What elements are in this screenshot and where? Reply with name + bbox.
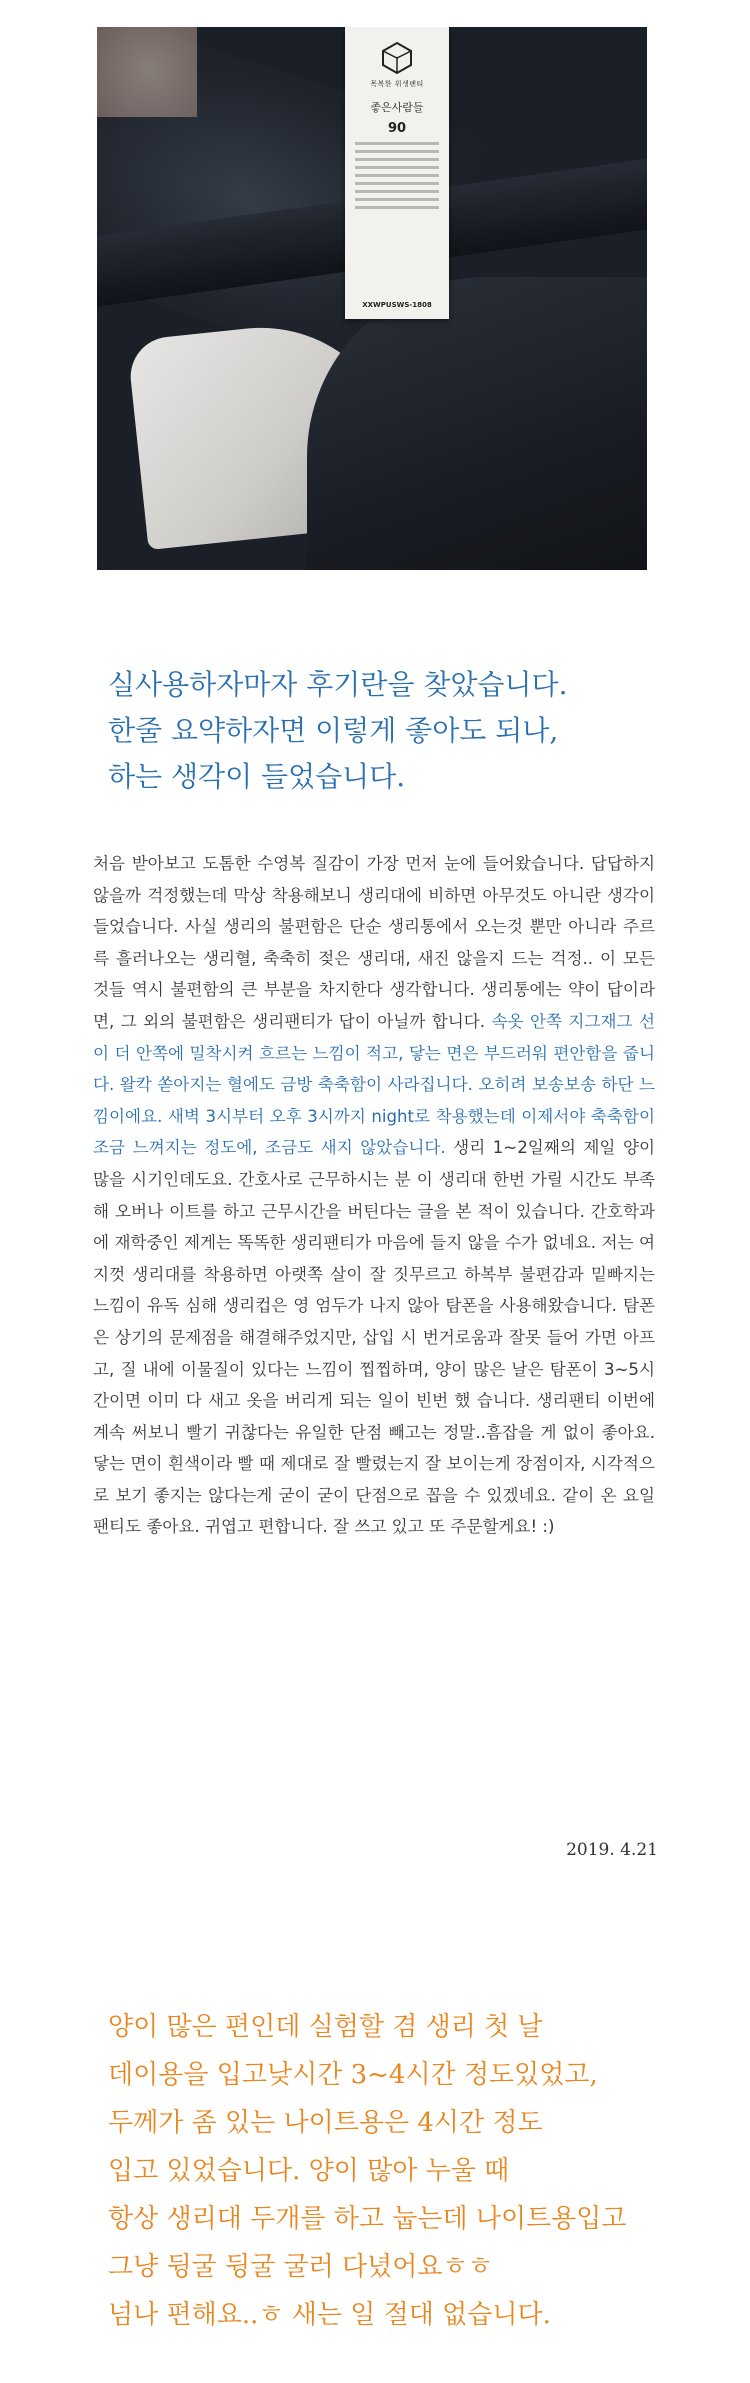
tag-brand: 좋은사람들 bbox=[370, 101, 424, 114]
headline bbox=[108, 662, 708, 800]
headline-line: 실사용하자마자 후기란을 찾았습니다. bbox=[108, 668, 568, 701]
orange-line: 입고 있었습니다. 양이 많아 누울 때 bbox=[108, 2156, 510, 2186]
headline-line: 한줄 요약하자면 이렇게 좋아도 되나, bbox=[108, 714, 559, 747]
review-text: 생리 1~2일째의 제일 양이 많을 시기인데도요. 간호사로 근무하시는 분 이 생리대 한번 가릴 시간도 부족해 오버나 이트를 하고 근무시간을 버틴다는 글을 본 적이 있습니다. 간호학과에 재학중인 제게는 똑똑한 생리팬티가 마음에 들지 않을 수가 없네요. 저는 여지껏 생리대를 착용하면 아랫쪽 살이 잘 짓무르고 하복부 불편감과 밑빠지는 느낌이 유독 심해 생리컵은 영 엄두가 나지 않아 탐폰을 사용해왔습니다. 탐폰은 상기의 문제점을 해결해주었지만, 삽입 시 번거로움과 잘못 들어 가면 아프고, 질 내에 이물질이 있다는 느낌이 찝찝하며, 양이 많은 날은 탐폰이 3~5시간이면 이미 다 새고 옷을 버리게 되는 일이 빈번 했 습니다. 생리팬티 이번에 계속 써보니 빨기 귀찮다는 유일한 단점 빼고는 정말..흠잡을 게 없이 좋아요. 닿는 면이 흰색이라 빨 때 제대로 잘 빨렸는지 잘 보이는게 장점이자, 시각적으로 보기 좋지는 않다는게 굳이 굳이 단점으로 꼽을 수 있겠네요. 같이 온 요일팬티도 좋아요. 귀엽고 편합니다. 잘 쓰고 있고 또 주문할게요! :) bbox=[93, 1138, 655, 1537]
orange-quote bbox=[108, 2003, 718, 2339]
hexagon-logo-icon bbox=[380, 41, 414, 75]
orange-line: 그냥 뒹굴 뒹굴 굴러 다녔어요ㅎㅎ bbox=[108, 2252, 493, 2282]
photo-finger bbox=[97, 27, 197, 117]
orange-line: 데이용을 입고낮시간 3~4시간 정도있었고, bbox=[108, 2060, 598, 2090]
review-text: 처음 받아보고 도톰한 수영복 질감이 가장 먼저 눈에 들어왔습니다. 답답하지 않을까 걱정했는데 막상 착용해보니 생리대에 비하면 아무것도 아니란 생각이 들었습니다. 사실 생리의 불편함은 단순 생리통에서 오는것 뿐만 아니라 주르륵 흘러나오는 생리혈, 축축히 젖은 생리대, 새진 않을지 드는 걱정.. 이 모든 것들 역시 불편함의 큰 부분을 차지한다 생각합니다. 생리통에는 약이 답이라면, 그 외의 불편함은 생리팬티가 답이 아닐까 합니다. bbox=[93, 854, 655, 1031]
review-body bbox=[93, 848, 655, 1543]
tag-size: 90 bbox=[387, 121, 407, 136]
garment-label-tag bbox=[345, 27, 449, 319]
orange-line: 항상 생리대 두개를 하고 눕는데 나이트용입고 bbox=[108, 2204, 627, 2234]
tag-text-lines bbox=[355, 142, 439, 209]
headline-line: 하는 생각이 들었습니다. bbox=[108, 760, 406, 793]
tag-code: XXWPUSWS-1808 bbox=[362, 301, 432, 309]
orange-line: 두께가 좀 있는 나이트용은 4시간 정도 bbox=[108, 2108, 543, 2138]
review-date: 2019. 4.21 bbox=[566, 1840, 658, 1860]
review-highlight: 속옷 안쪽 지그재그 선이 더 안쪽에 밀착시켜 흐르는 느낌이 적고, 닿는 면은 부드러워 편안함을 줍니다. 왈칵 쏟아지는 혈에도 금방 축축함이 사라집니다. 오히려 보송보송 하단 느낌이에요. 새벽 3시부터 오후 3시까지 night로 착용했는데 이제서야 축축함이 조금 느껴지는 정도에, 조금도 새지 않았습니다. bbox=[93, 1011, 655, 1158]
orange-line: 양이 많은 편인데 실험할 겸 생리 첫 날 bbox=[108, 2012, 543, 2042]
orange-line: 넘나 편해요..ㅎ 새는 일 절대 없습니다. bbox=[108, 2300, 551, 2330]
tag-top-text: 목복한 위생팬티 bbox=[370, 80, 424, 88]
product-photo bbox=[97, 27, 647, 570]
